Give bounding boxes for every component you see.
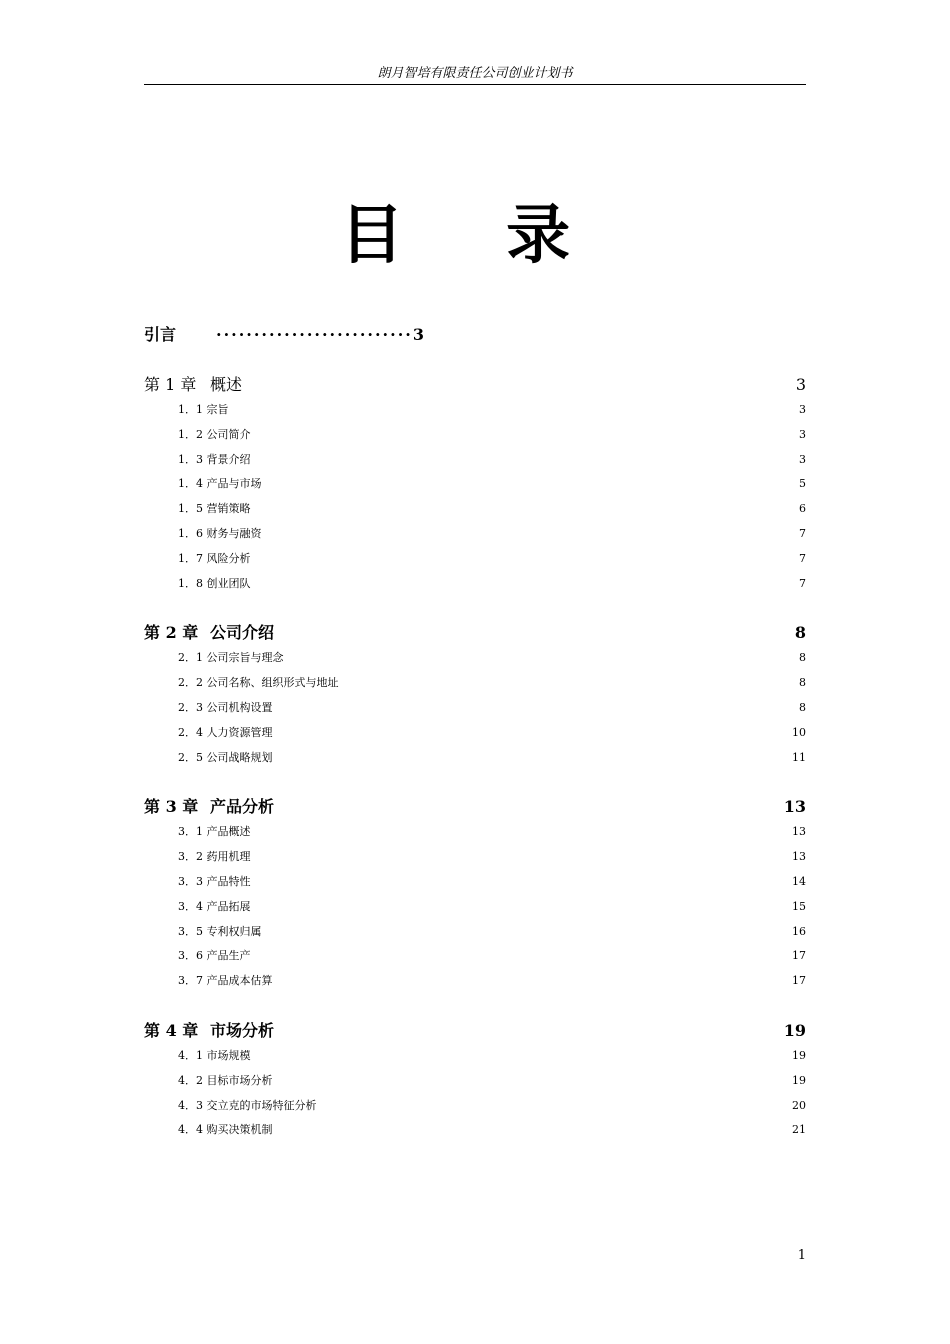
entry-label: 1．1 宗旨 — [178, 403, 229, 416]
entry-label: 4．3 交立克的市场特征分析 — [178, 1098, 317, 1112]
entry-page: 14 — [792, 874, 806, 888]
entry-page: 11 — [792, 750, 806, 764]
entry-label: 1．2 公司简介 — [178, 427, 251, 441]
toc-entry[interactable] — [144, 547, 806, 572]
entry-page: 8 — [799, 651, 806, 665]
entry-page: 13 — [792, 850, 806, 864]
entry-label: 1．7 风险分析 — [178, 551, 251, 565]
chapter-2-heading[interactable] — [144, 620, 806, 646]
toc-entry[interactable] — [144, 398, 806, 423]
toc-entry[interactable] — [144, 820, 806, 845]
entry-label: 1．3 背景介绍 — [178, 452, 251, 466]
section-gap — [144, 596, 806, 620]
toc-entry[interactable] — [144, 646, 806, 671]
toc-entry[interactable] — [144, 448, 806, 473]
entry-label: 2．2 公司名称、组织形式与地址 — [178, 676, 339, 690]
header-text: 朗月智培有限责任公司创业计划书 — [377, 66, 573, 81]
entry-page: 7 — [799, 526, 806, 540]
toc-title: 目 录 — [339, 198, 611, 273]
toc-entry[interactable] — [144, 1044, 806, 1069]
toc-entry[interactable] — [144, 1118, 806, 1143]
toc-entry[interactable] — [144, 895, 806, 920]
intro-dots: ··························3 — [216, 325, 426, 344]
toc-entry[interactable] — [144, 870, 806, 895]
chapter-page: 19 — [783, 1020, 806, 1040]
page-number: 1 — [797, 1248, 806, 1263]
toc-entry[interactable] — [144, 721, 806, 746]
entry-page: 10 — [792, 725, 806, 739]
toc-entry[interactable] — [144, 920, 806, 945]
entry-label: 4．1 市场规模 — [178, 1048, 251, 1062]
chapter-number: 第 2 章 — [144, 623, 199, 643]
section-gap — [144, 994, 806, 1018]
entry-label: 3．5 专利权归属 — [178, 924, 262, 938]
chapter-page: 13 — [783, 797, 806, 817]
toc-entry[interactable] — [144, 1069, 806, 1094]
intro-label: 引言 — [144, 325, 177, 344]
entry-page: 3 — [799, 452, 806, 466]
entry-page: 8 — [799, 676, 806, 690]
chapter-page: 3 — [795, 375, 806, 394]
chapter-number: 第 4 章 — [144, 1020, 199, 1040]
entry-label: 3．3 产品特性 — [178, 874, 251, 888]
toc-entry[interactable] — [144, 423, 806, 448]
chapter-3-heading[interactable] — [144, 794, 806, 820]
entry-label: 3．2 药用机理 — [178, 850, 251, 864]
page-header — [144, 64, 806, 85]
toc-entry[interactable] — [144, 472, 806, 497]
entry-page: 3 — [799, 403, 806, 416]
entry-page: 8 — [799, 700, 806, 714]
entry-label: 3．1 产品概述 — [178, 825, 251, 839]
entry-label: 3．7 产品成本估算 — [178, 974, 273, 988]
toc-intro[interactable] — [144, 322, 426, 348]
entry-page: 17 — [792, 949, 806, 963]
entry-page: 3 — [799, 427, 806, 441]
entry-label: 2．5 公司战略规划 — [178, 750, 273, 764]
entry-page: 19 — [792, 1073, 806, 1087]
toc-entry[interactable] — [144, 696, 806, 721]
chapter-page: 8 — [794, 623, 806, 643]
entry-label: 2．4 人力资源管理 — [178, 725, 273, 739]
chapter-1-heading[interactable] — [144, 372, 806, 398]
entry-page: 7 — [799, 576, 806, 590]
chapter-number: 第 3 章 — [144, 797, 199, 817]
section-gap — [144, 770, 806, 794]
toc-entry[interactable] — [144, 1094, 806, 1119]
entry-label: 4．2 目标市场分析 — [178, 1073, 273, 1087]
toc-entry[interactable] — [144, 746, 806, 771]
entry-label: 1．6 财务与融资 — [178, 526, 262, 540]
entry-page: 7 — [799, 551, 806, 565]
chapter-name: 公司介绍 — [210, 623, 275, 643]
table-of-contents — [144, 372, 806, 1143]
chapter-name: 概述 — [210, 375, 243, 394]
entry-label: 2．1 公司宗旨与理念 — [178, 651, 284, 665]
chapter-number: 第 1 章 — [144, 375, 197, 394]
chapter-name: 市场分析 — [210, 1020, 275, 1040]
toc-entry[interactable] — [144, 944, 806, 969]
toc-entry[interactable] — [144, 845, 806, 870]
entry-page: 6 — [799, 502, 806, 516]
entry-page: 13 — [792, 825, 806, 839]
entry-label: 3．4 产品拓展 — [178, 899, 251, 913]
toc-entry[interactable] — [144, 522, 806, 547]
entry-label: 1．4 产品与市场 — [178, 477, 262, 491]
toc-entry[interactable] — [144, 969, 806, 994]
entry-label: 3．6 产品生产 — [178, 949, 251, 963]
entry-page: 15 — [792, 899, 806, 913]
chapter-4-heading[interactable] — [144, 1018, 806, 1044]
toc-entry[interactable] — [144, 497, 806, 522]
entry-page: 5 — [799, 477, 806, 491]
toc-entry[interactable] — [144, 572, 806, 597]
entry-label: 2．3 公司机构设置 — [178, 700, 273, 714]
chapter-name: 产品分析 — [210, 797, 275, 817]
toc-entry[interactable] — [144, 671, 806, 696]
entry-label: 4．4 购买决策机制 — [178, 1123, 273, 1137]
entry-label: 1．5 营销策略 — [178, 502, 251, 516]
entry-page: 19 — [792, 1048, 806, 1062]
entry-label: 1．8 创业团队 — [178, 576, 251, 590]
entry-page: 16 — [792, 924, 806, 938]
entry-page: 21 — [792, 1123, 806, 1137]
entry-page: 20 — [792, 1098, 806, 1112]
entry-page: 17 — [792, 974, 806, 988]
